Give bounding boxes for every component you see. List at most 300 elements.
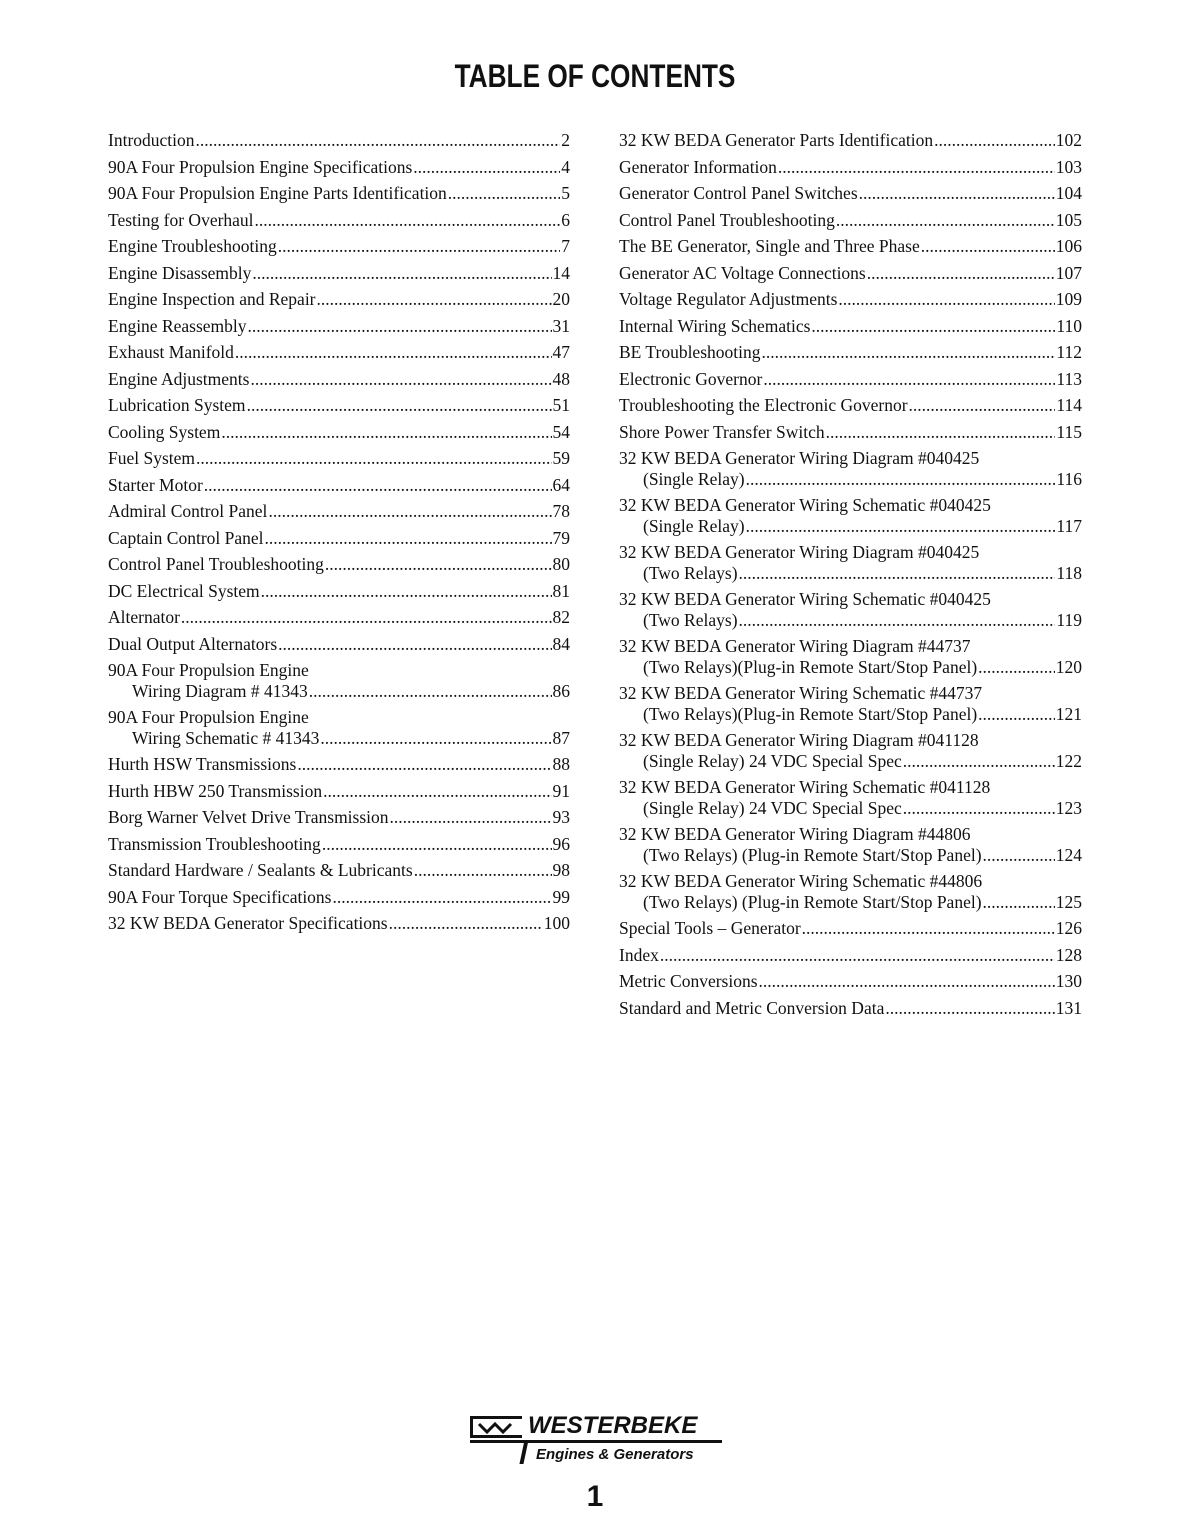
toc-entry-line <box>619 563 1082 584</box>
toc-entry-title: 32 KW BEDA Generator Wiring Schematic #040425 <box>619 589 991 609</box>
toc-page-number: 114 <box>1056 395 1082 415</box>
toc-entry-line <box>108 422 570 443</box>
toc-page-number: 117 <box>1056 515 1082 536</box>
toc-page-number: 112 <box>1056 342 1082 362</box>
toc-entry-title: The BE Generator, Single and Three Phase <box>619 236 920 256</box>
toc-leader-dots <box>778 157 1055 178</box>
toc-entry-title: Special Tools – Generator <box>619 918 801 938</box>
toc-entry <box>619 971 1082 992</box>
toc-page-number: 125 <box>1055 891 1082 912</box>
toc-leader-dots <box>983 892 1055 913</box>
toc-entry <box>619 945 1082 966</box>
toc-page-number: 128 <box>1055 944 1082 965</box>
toc-page-number: 103 <box>1055 156 1082 177</box>
toc-entry-title: Troubleshooting the Electronic Governor <box>619 395 908 415</box>
toc-leader-dots <box>317 289 552 310</box>
toc-entry-line <box>619 316 1082 337</box>
toc-entry <box>619 289 1082 310</box>
toc-entry <box>619 210 1082 231</box>
toc-leader-dots <box>739 563 1056 584</box>
toc-entry <box>619 636 1082 677</box>
toc-entry-title: Testing for Overhaul <box>108 209 254 230</box>
toc-page-number: 87 <box>552 727 570 748</box>
toc-page-number: 131 <box>1055 997 1082 1018</box>
toc-entry-title: Hurth HBW 250 Transmission <box>108 780 323 801</box>
toc-entry-line <box>619 130 1082 151</box>
toc-page-number: 118 <box>1056 562 1082 583</box>
toc-entry-title: (Two Relays) <box>643 609 738 630</box>
toc-leader-dots <box>235 342 552 363</box>
toc-leader-dots <box>448 183 560 204</box>
toc-entry <box>108 210 570 231</box>
toc-leader-dots <box>838 289 1054 310</box>
toc-entry-line <box>619 657 1082 678</box>
logo-brand: WESTERBEKE <box>528 1412 698 1439</box>
toc-entry-line <box>619 845 1082 866</box>
toc-entry-line <box>619 516 1082 537</box>
toc-entry <box>619 316 1082 337</box>
toc-entry <box>108 369 570 390</box>
toc-leader-dots <box>309 681 552 702</box>
toc-entry-title: Voltage Regulator Adjustments <box>619 289 838 309</box>
logo-mark-icon <box>470 1416 522 1438</box>
toc-entry <box>108 887 570 908</box>
toc-leader-dots <box>836 210 1055 231</box>
logo-rule <box>470 1440 722 1443</box>
toc-leader-dots <box>325 554 552 575</box>
toc-entry <box>619 589 1082 630</box>
toc-page-number: 82 <box>552 607 570 627</box>
toc-page-number: 107 <box>1055 262 1082 283</box>
toc-page-number: 121 <box>1055 703 1082 724</box>
toc-page-number: 79 <box>552 527 570 548</box>
toc-entry <box>108 913 570 934</box>
toc-entry-line <box>108 860 570 881</box>
toc-page-number: 110 <box>1056 315 1082 336</box>
toc-page-number: 14 <box>552 262 570 283</box>
toc-entry-title: 32 KW BEDA Generator Specifications <box>108 913 388 933</box>
toc-page-number: 119 <box>1056 609 1082 630</box>
toc-entry <box>619 871 1082 912</box>
toc-entry-title: 32 KW BEDA Generator Wiring Diagram #44737 <box>619 636 971 656</box>
toc-leader-dots <box>265 528 552 549</box>
toc-leader-dots <box>278 634 551 655</box>
toc-entry-title: Cooling System <box>108 421 221 442</box>
toc-page-number: 80 <box>552 554 570 574</box>
toc-entry <box>619 542 1082 583</box>
toc-entry-title: 32 KW BEDA Generator Parts Identification <box>619 130 934 150</box>
toc-entry-line <box>619 183 1082 204</box>
toc-entry-line <box>108 728 570 749</box>
toc-leader-dots <box>978 657 1055 678</box>
toc-page-number: 126 <box>1055 918 1082 938</box>
toc-leader-dots <box>196 448 551 469</box>
toc-entry-line <box>108 528 570 549</box>
toc-entry-title: (Single Relay) <box>643 468 745 489</box>
toc-entry-title: Fuel System <box>108 448 196 468</box>
toc-entry-line <box>108 781 570 802</box>
toc-page-number: 64 <box>552 474 570 495</box>
toc-entry-title: (Single Relay) 24 VDC Special Spec <box>643 797 902 818</box>
toc-leader-dots <box>978 704 1055 725</box>
toc-page-number: 115 <box>1056 421 1082 442</box>
toc-entry-line <box>619 469 1082 490</box>
toc-entry <box>108 316 570 337</box>
toc-entry <box>619 777 1082 818</box>
toc-entry-line <box>619 210 1082 231</box>
toc-leader-dots <box>739 610 1056 631</box>
toc-entry-line <box>108 475 570 496</box>
toc-entry <box>619 130 1082 151</box>
toc-entry <box>619 730 1082 771</box>
toc-entry-title: 32 KW BEDA Generator Wiring Schematic #44737 <box>619 683 983 703</box>
toc-leader-dots <box>252 263 551 284</box>
logo-tagline: Engines & Generators <box>536 1446 694 1463</box>
toc-leader-dots <box>248 316 552 337</box>
toc-leader-dots <box>763 369 1055 390</box>
toc-page-number: 5 <box>561 183 570 203</box>
page-title: TABLE OF CONTENTS <box>454 58 736 94</box>
toc-entry-title: Generator AC Voltage Connections <box>619 262 866 283</box>
toc-entry-title: Engine Troubleshooting <box>108 236 277 256</box>
toc-entry-title: DC Electrical System <box>108 580 260 601</box>
toc-leader-dots <box>859 183 1055 204</box>
toc-page-number: 6 <box>561 209 570 230</box>
toc-entry <box>108 342 570 363</box>
toc-entry <box>619 824 1082 865</box>
toc-entry-title: 90A Four Torque Specifications <box>108 886 332 907</box>
toc-entry-line <box>108 342 570 363</box>
toc-leader-dots <box>660 945 1055 966</box>
toc-entry-line <box>619 945 1082 966</box>
toc-page-number: 102 <box>1055 130 1082 150</box>
toc-entry <box>108 634 570 655</box>
toc-entry <box>108 781 570 802</box>
toc-leader-dots <box>320 728 551 749</box>
toc-leader-dots <box>255 210 561 231</box>
toc-leader-dots <box>746 469 1056 490</box>
toc-entry-line <box>619 636 1082 657</box>
toc-entry-line <box>108 681 570 702</box>
toc-entry-title: Metric Conversions <box>619 971 758 991</box>
toc-leader-dots <box>903 751 1055 772</box>
toc-entry <box>619 422 1082 443</box>
toc-entry-title: Control Panel Troubleshooting <box>108 554 324 574</box>
toc-leader-dots <box>297 754 551 775</box>
toc-entry-line <box>619 798 1082 819</box>
toc-entry <box>108 834 570 855</box>
toc-page-number: 109 <box>1055 289 1082 309</box>
toc-entry-title: 32 KW BEDA Generator Wiring Diagram #040425 <box>619 542 980 562</box>
toc-entry <box>108 395 570 416</box>
toc-entry-line <box>108 395 570 416</box>
toc-entry <box>108 501 570 522</box>
toc-entry <box>108 448 570 469</box>
toc-leader-dots <box>181 607 552 628</box>
toc-column-left <box>108 130 570 940</box>
toc-entry-title: Electronic Governor <box>619 368 763 389</box>
toc-leader-dots <box>323 781 551 802</box>
toc-entry-title: (Two Relays)(Plug-in Remote Start/Stop Panel) <box>643 656 978 677</box>
toc-page-number: 20 <box>552 289 570 309</box>
toc-entry-title: Wiring Diagram # 41343 <box>132 680 308 701</box>
toc-entry-line <box>108 913 570 934</box>
toc-leader-dots <box>389 913 543 934</box>
toc-page-number: 86 <box>552 680 570 701</box>
toc-page-number: 99 <box>552 886 570 907</box>
toc-entry-line <box>619 589 1082 610</box>
toc-leader-dots <box>278 236 561 257</box>
toc-entry-line <box>619 236 1082 257</box>
toc-entry-title: Alternator <box>108 607 180 627</box>
toc-entry-line <box>108 660 570 681</box>
toc-entry-title: 32 KW BEDA Generator Wiring Diagram #040425 <box>619 448 980 468</box>
toc-page-number: 7 <box>561 236 570 256</box>
toc-leader-dots <box>414 860 552 881</box>
toc-entry-line <box>619 971 1082 992</box>
toc-entry-title: Internal Wiring Schematics <box>619 315 811 336</box>
toc-entry-line <box>619 542 1082 563</box>
toc-entry-line <box>108 316 570 337</box>
toc-entry <box>619 918 1082 939</box>
toc-entry-line <box>108 754 570 775</box>
toc-entry-title: Captain Control Panel <box>108 527 264 548</box>
toc-entry <box>108 183 570 204</box>
toc-entry <box>108 130 570 151</box>
toc-page-number: 124 <box>1055 844 1082 865</box>
toc-page-number: 123 <box>1055 797 1082 818</box>
toc-leader-dots <box>196 130 561 151</box>
toc-page-number: 88 <box>552 754 570 774</box>
toc-entry <box>108 860 570 881</box>
toc-entry <box>108 581 570 602</box>
toc-entry <box>108 660 570 701</box>
toc-entry <box>108 422 570 443</box>
toc-page-number: 116 <box>1056 468 1082 489</box>
toc-entry-line <box>619 395 1082 416</box>
toc-entry <box>619 683 1082 724</box>
toc-leader-dots <box>762 342 1056 363</box>
toc-entry <box>619 236 1082 257</box>
toc-page-number: 93 <box>552 807 570 827</box>
toc-entry-title: Shore Power Transfer Switch <box>619 421 825 442</box>
toc-entry-line <box>108 263 570 284</box>
toc-entry <box>619 998 1082 1019</box>
toc-entry <box>108 236 570 257</box>
toc-entry <box>108 554 570 575</box>
toc-leader-dots <box>413 157 560 178</box>
toc-entry-title: (Single Relay) 24 VDC Special Spec <box>643 750 902 771</box>
toc-entry-title: Standard Hardware / Sealants & Lubricants <box>108 860 413 880</box>
toc-leader-dots <box>885 998 1054 1019</box>
toc-page-number: 81 <box>552 580 570 601</box>
toc-entry-line <box>108 501 570 522</box>
toc-entry <box>108 157 570 178</box>
toc-entry-title: Lubrication System <box>108 395 246 415</box>
toc-entry-line <box>108 448 570 469</box>
toc-leader-dots <box>322 834 552 855</box>
toc-page-number: 100 <box>543 913 570 933</box>
toc-entry-title: (Single Relay) <box>643 515 745 536</box>
toc-entry-line <box>619 824 1082 845</box>
toc-entry-title: Wiring Schematic # 41343 <box>132 727 320 748</box>
toc-entry-title: (Two Relays) (Plug-in Remote Start/Stop Panel) <box>643 844 982 865</box>
toc-leader-dots <box>247 395 552 416</box>
toc-entry-title: Generator Control Panel Switches <box>619 183 858 203</box>
toc-entry <box>108 289 570 310</box>
toc-entry-title: 32 KW BEDA Generator Wiring Schematic #44806 <box>619 871 983 891</box>
toc-page-number: 96 <box>552 833 570 854</box>
toc-entry <box>108 807 570 828</box>
toc-entry-title: BE Troubleshooting <box>619 342 761 362</box>
toc-entry-title: 32 KW BEDA Generator Wiring Diagram #44806 <box>619 824 971 844</box>
toc-entry-title: 32 KW BEDA Generator Wiring Diagram #041128 <box>619 730 979 750</box>
toc-leader-dots <box>390 807 552 828</box>
toc-entry-line <box>108 236 570 257</box>
toc-entry <box>108 707 570 748</box>
toc-page-number: 91 <box>552 780 570 801</box>
toc-leader-dots <box>221 422 551 443</box>
toc-leader-dots <box>826 422 1056 443</box>
toc-entry <box>619 395 1082 416</box>
toc-page-number: 122 <box>1055 750 1082 771</box>
toc-entry-title: Index <box>619 944 659 965</box>
toc-page-number: 59 <box>552 448 570 468</box>
toc-entry-title: 32 KW BEDA Generator Wiring Schematic #040425 <box>619 495 991 515</box>
toc-entry <box>108 607 570 628</box>
toc-page-number: 130 <box>1055 971 1082 991</box>
toc-entry-line <box>619 704 1082 725</box>
toc-entry <box>108 754 570 775</box>
toc-leader-dots <box>934 130 1055 151</box>
toc-leader-dots <box>921 236 1055 257</box>
toc-entry-title: (Two Relays) <box>643 562 738 583</box>
toc-leader-dots <box>268 501 551 522</box>
toc-entry-title: Introduction <box>108 130 195 150</box>
toc-entry-line <box>108 289 570 310</box>
toc-leader-dots <box>204 475 552 496</box>
toc-entry-line <box>619 448 1082 469</box>
toc-page-number: 48 <box>552 368 570 389</box>
toc-page-number: 78 <box>552 501 570 521</box>
toc-leader-dots <box>250 369 551 390</box>
toc-entry-title: 90A Four Propulsion Engine Parts Identification <box>108 183 447 203</box>
toc-entry-title: Exhaust Manifold <box>108 342 234 362</box>
toc-page-number: 4 <box>561 156 570 177</box>
toc-entry-line <box>108 369 570 390</box>
toc-entry-line <box>619 777 1082 798</box>
toc-entry-title: 90A Four Propulsion Engine Specifications <box>108 156 413 177</box>
toc-page-number: 105 <box>1055 209 1082 230</box>
toc-entry-line <box>108 581 570 602</box>
toc-entry-line <box>108 634 570 655</box>
toc-entry <box>619 263 1082 284</box>
page-number: 1 <box>586 1480 604 1513</box>
toc-entry-title: Engine Inspection and Repair <box>108 289 316 309</box>
toc-page-number: 47 <box>552 342 570 362</box>
toc-entry-line <box>108 130 570 151</box>
toc-entry <box>619 448 1082 489</box>
toc-entry-line <box>108 554 570 575</box>
toc-entry-line <box>619 610 1082 631</box>
toc-entry-title: Control Panel Troubleshooting <box>619 209 835 230</box>
toc-entry <box>108 528 570 549</box>
toc-entry-line <box>619 263 1082 284</box>
toc-entry-title: Starter Motor <box>108 474 203 495</box>
toc-entry-title: Engine Disassembly <box>108 262 252 283</box>
toc-entry-line <box>619 422 1082 443</box>
toc-page-number: 106 <box>1055 236 1082 256</box>
toc-entry-line <box>108 807 570 828</box>
toc-entry-line <box>619 157 1082 178</box>
toc-entry-line <box>619 892 1082 913</box>
toc-entry-line <box>619 369 1082 390</box>
toc-entry <box>619 183 1082 204</box>
toc-entry-title: Generator Information <box>619 156 777 177</box>
toc-page-number: 2 <box>561 130 570 150</box>
toc-entry <box>619 157 1082 178</box>
toc-entry-title: Borg Warner Velvet Drive Transmission <box>108 807 389 827</box>
toc-entry-title: Hurth HSW Transmissions <box>108 754 297 774</box>
toc-entry-line <box>619 289 1082 310</box>
toc-leader-dots <box>909 395 1056 416</box>
toc-entry-line <box>619 918 1082 939</box>
toc-leader-dots <box>746 516 1056 537</box>
toc-entry-title: 90A Four Propulsion Engine <box>108 707 309 727</box>
toc-entry-line <box>619 998 1082 1019</box>
toc-entry-title: Engine Reassembly <box>108 315 247 336</box>
toc-entry-line <box>619 683 1082 704</box>
toc-page-number: 54 <box>552 421 570 442</box>
toc-leader-dots <box>903 798 1055 819</box>
toc-entry <box>619 369 1082 390</box>
toc-entry-line <box>108 834 570 855</box>
toc-entry-title: Admiral Control Panel <box>108 501 268 521</box>
toc-entry <box>619 495 1082 536</box>
toc-leader-dots <box>983 845 1055 866</box>
toc-entry-title: Engine Adjustments <box>108 368 250 389</box>
toc-page-number: 98 <box>552 860 570 880</box>
toc-page-number: 113 <box>1056 368 1082 389</box>
toc-entry-line <box>108 887 570 908</box>
toc-entry-title: (Two Relays) (Plug-in Remote Start/Stop Panel) <box>643 891 982 912</box>
toc-entry-line <box>619 871 1082 892</box>
toc-leader-dots <box>333 887 552 908</box>
toc-page-number: 84 <box>552 633 570 654</box>
toc-leader-dots <box>867 263 1055 284</box>
toc-entry-title: Standard and Metric Conversion Data <box>619 997 885 1018</box>
toc-entry <box>108 475 570 496</box>
toc-entry-line <box>108 183 570 204</box>
toc-entry <box>108 263 570 284</box>
toc-entry-title: Transmission Troubleshooting <box>108 833 321 854</box>
toc-entry-line <box>108 157 570 178</box>
toc-entry-line <box>108 707 570 728</box>
toc-page-number: 51 <box>552 395 570 415</box>
toc-leader-dots <box>759 971 1055 992</box>
toc-entry-line <box>108 607 570 628</box>
toc-entry-title: Dual Output Alternators <box>108 633 278 654</box>
toc-page-number: 104 <box>1055 183 1082 203</box>
toc-entry-line <box>619 495 1082 516</box>
toc-leader-dots <box>261 581 552 602</box>
toc-entry-line <box>619 751 1082 772</box>
toc-column-right <box>619 130 1082 1024</box>
logo-stem <box>519 1440 528 1464</box>
toc-entry-title: 32 KW BEDA Generator Wiring Schematic #041128 <box>619 777 991 797</box>
toc-entry-line <box>619 342 1082 363</box>
toc-entry-title: (Two Relays)(Plug-in Remote Start/Stop Panel) <box>643 703 978 724</box>
